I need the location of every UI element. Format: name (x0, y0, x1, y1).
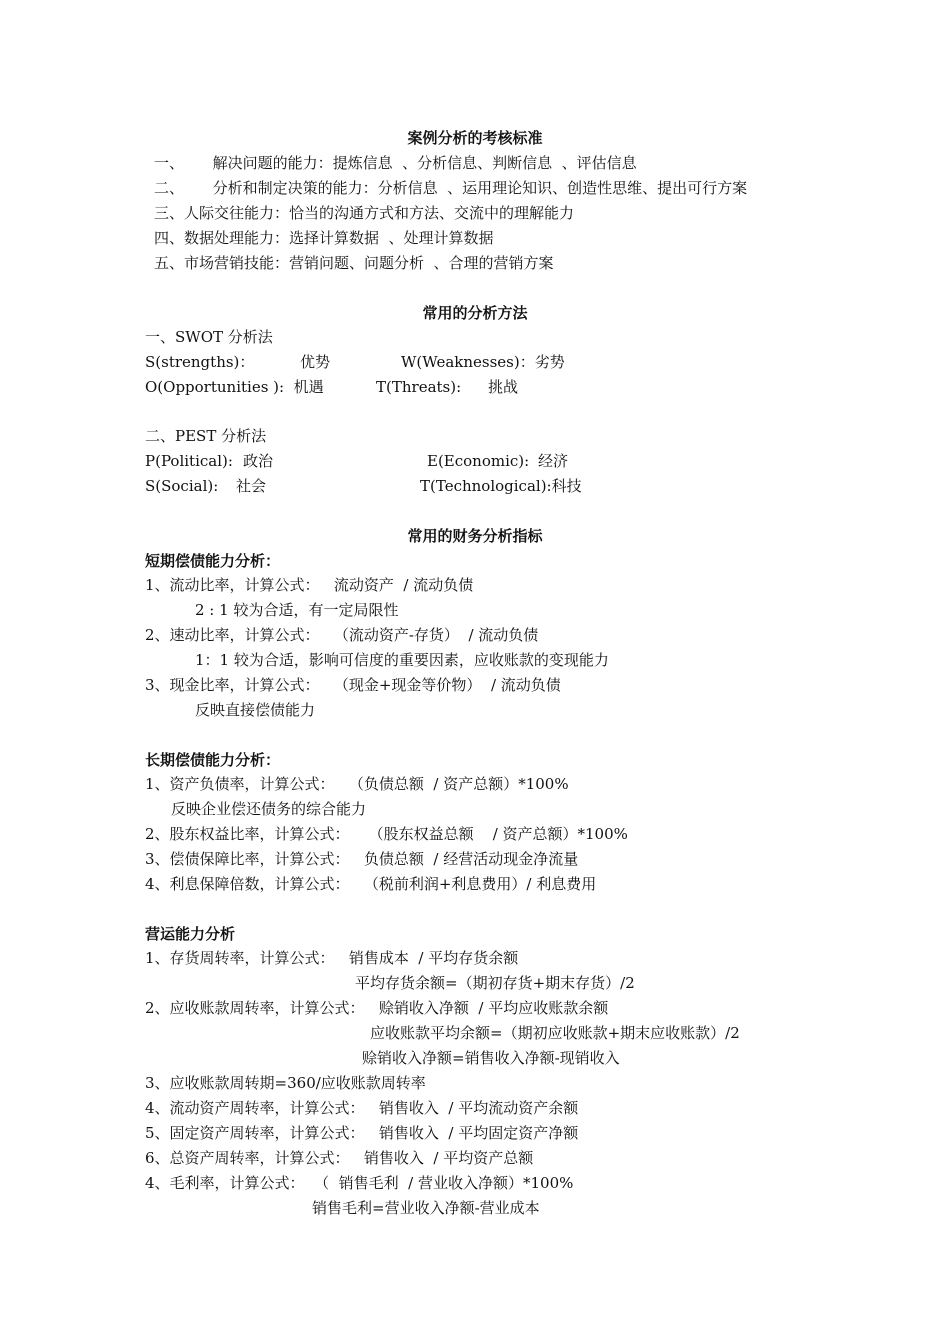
swot-o-label: O(Opportunities ): 机遇 (145, 378, 324, 396)
pest-p-value: 政治 (243, 452, 274, 470)
swot-t-label: T(Threats): (376, 378, 462, 396)
short-line-2: 2 : 1 较为合适，有一定局限性 (195, 601, 399, 619)
criteria-item-3: 三、人际交往能力：恰当的沟通方式和方法、交流中的理解能力 (154, 204, 575, 222)
short-line-1: 1、流动比率，计算公式： 流动资产 / 流动负债 (145, 576, 474, 594)
ops-line-5: 赊销收入净额=销售收入净额-现销收入 (362, 1049, 620, 1067)
title-analysis-methods: 常用的分析方法 (422, 304, 528, 322)
short-line-5: 3、现金比率，计算公式： （现金+现金等价物） / 流动负债 (145, 676, 561, 694)
pest-t-label: T(Technological):科技 (420, 477, 582, 495)
ops-line-2: 平均存货余额=（期初存货+期末存货）/2 (355, 974, 635, 992)
short-term-heading: 短期偿债能力分析： (145, 552, 281, 570)
pest-e-label: E(Economic): (427, 452, 530, 470)
ops-line-8: 5、固定资产周转率，计算公式： 销售收入 / 平均固定资产净额 (145, 1124, 579, 1142)
pest-heading: 二、PEST 分析法 (145, 427, 267, 445)
pest-p-label: P(Political): (145, 452, 233, 470)
ops-line-9: 6、总资产周转率，计算公式： 销售收入 / 平均资产总额 (145, 1149, 534, 1167)
pest-e-value: 经济 (538, 452, 569, 470)
operations-heading: 营运能力分析 (145, 925, 236, 943)
ops-line-6: 3、应收账款周转期=360/应收账款周转率 (145, 1074, 426, 1092)
ops-line-10: 4、毛利率，计算公式： （ 销售毛利 / 营业收入净额）*100% (145, 1174, 574, 1192)
ops-line-11: 销售毛利=营业收入净额-营业成本 (312, 1199, 540, 1217)
ops-line-7: 4、流动资产周转率，计算公式： 销售收入 / 平均流动资产余额 (145, 1099, 579, 1117)
short-line-6: 反映直接偿债能力 (195, 701, 316, 719)
long-line-4: 3、偿债保障比率，计算公式： 负债总额 / 经营活动现金净流量 (145, 850, 579, 868)
swot-s-value: 优势 (300, 353, 331, 371)
swot-t-value: 挑战 (488, 378, 519, 396)
title-financial-indicators: 常用的财务分析指标 (407, 527, 543, 545)
pest-s-label: S(Social): (145, 477, 219, 495)
short-line-4: 1：1 较为合适，影响可信度的重要因素，应收账款的变现能力 (195, 651, 609, 669)
ops-line-4: 应收账款平均余额=（期初应收账款+期末应收账款）/2 (370, 1024, 740, 1042)
long-term-heading: 长期偿债能力分析： (145, 751, 281, 769)
long-line-1: 1、资产负债率，计算公式： （负债总额 / 资产总额）*100% (145, 775, 569, 793)
criteria-item-4: 四、数据处理能力：选择计算数据 、处理计算数据 (154, 229, 494, 247)
long-line-2: 反映企业偿还债务的综合能力 (171, 800, 367, 818)
swot-heading: 一、SWOT 分析法 (145, 328, 273, 346)
short-line-3: 2、速动比率，计算公式： （流动资产-存货） / 流动负债 (145, 626, 539, 644)
criteria-item-5: 五、市场营销技能：营销问题、问题分析 、合理的营销方案 (154, 254, 554, 272)
pest-s-value: 社会 (236, 477, 267, 495)
criteria-item-1: 一、 解决问题的能力：提炼信息 、分析信息、判断信息 、评估信息 (154, 154, 637, 172)
swot-s-label: S(strengths)： (145, 353, 255, 371)
criteria-item-2: 二、 分析和制定决策的能力：分析信息 、运用理论知识、创造性思维、提出可行方案 (154, 179, 748, 197)
long-line-5: 4、利息保障倍数，计算公式： （税前利润+利息费用）/ 利息费用 (145, 875, 597, 893)
long-line-3: 2、股东权益比率，计算公式： （股东权益总额 / 资产总额）*100% (145, 825, 628, 843)
title-assessment-criteria: 案例分析的考核标准 (407, 129, 543, 147)
ops-line-1: 1、存货周转率，计算公式： 销售成本 / 平均存货余额 (145, 949, 519, 967)
ops-line-3: 2、应收账款周转率，计算公式： 赊销收入净额 / 平均应收账款余额 (145, 999, 609, 1017)
swot-w-label: W(Weaknesses)：劣势 (401, 353, 565, 371)
